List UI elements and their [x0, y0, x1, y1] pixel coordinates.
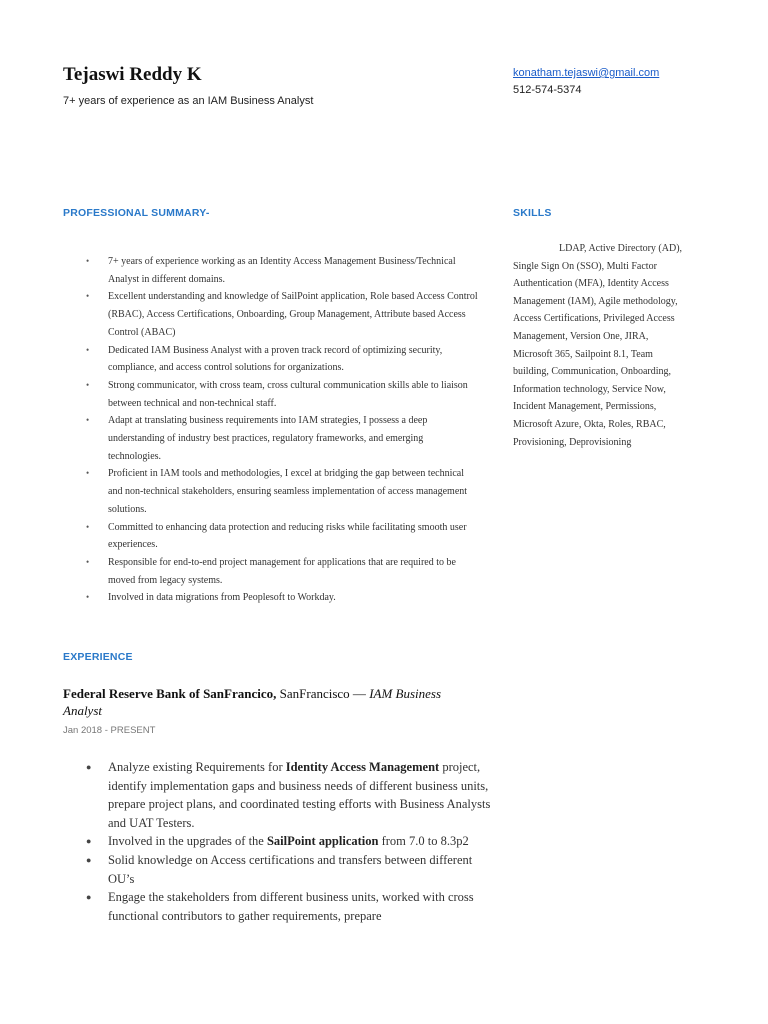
- bullet-text: Involved in the upgrades of the: [108, 834, 267, 849]
- skills-text: LDAP, Active Directory (AD), Single Sign On (SSO), Multi Factor Authentication (MFA), Identity Access Management (IAM), Agile methodology, Access Certifications, Privileged Access Management, Version One, JIRA, Microsoft 365, Sailpoint 8.1, Team building, Communication, Onboarding, Information technology, Service Now, Incident Management, Permissions, Microsoft Azure, Okta, Roles, RBAC, Provisioning, Deprovisioning: [513, 243, 683, 448]
- summary-item: • Adapt at translating business requirements into IAM strategies, I possess a deep understanding of industry best practices, regulatory frameworks, and emerging technologies.: [83, 412, 478, 465]
- job-dates: Jan 2018 - PRESENT: [63, 725, 156, 736]
- summary-heading: PROFESSIONAL SUMMARY-: [63, 207, 210, 219]
- bullet-text: Engage the stakeholders from different business units, worked with cross functional contributors to gather requirements, prepare: [108, 890, 474, 923]
- bullet-keyword: SailPoint application: [266, 834, 379, 849]
- summary-item: • Committed to enhancing data protection and reducing risks while facilitating smooth user experiences.: [83, 519, 478, 554]
- contact-block: [513, 65, 659, 99]
- summary-item: • Proficient in IAM tools and methodologies, I excel at bridging the gap between technical and non-technical stakeholders, ensuring seamless implementation of access management solutions.: [83, 465, 478, 518]
- summary-item: • Excellent understanding and knowledge of SailPoint application, Role based Access Control (RBAC), Access Certifications, Onboarding, Group Management, Attribute based Access Control (ABAC): [83, 288, 478, 341]
- job-bullet: [83, 888, 493, 925]
- job-role: IAM Business Analyst: [63, 686, 442, 718]
- email-link[interactable]: konatham.tejaswi@gmail.com: [513, 67, 660, 79]
- bullet-text: Solid knowledge on Access certifications and transfers between different OU’s: [108, 852, 473, 886]
- bullet-text: Analyze existing Requirements for: [108, 760, 286, 774]
- bullet-text: from 7.0 to 8.3p2: [378, 834, 469, 849]
- summary-item: • Involved in data migrations from Peoplesoft to Workday.: [83, 589, 478, 607]
- phone-number: 512-574-5374: [513, 84, 582, 96]
- summary-item: • Responsible for end-to-end project management for applications that are required to be moved from legacy systems.: [83, 554, 478, 589]
- bullet-text: project, identify implementation gaps and business needs of different business units, prepare project plans, and coordinated testing efforts with Business Analysts and UAT Testers.: [108, 760, 491, 830]
- summary-item: • Dedicated IAM Business Analyst with a proven track record of optimizing security, compliance, and access control solutions for organizations.: [83, 342, 478, 377]
- candidate-tagline: 7+ years of experience as an IAM Business Analyst: [63, 95, 314, 107]
- job-header: [63, 685, 483, 719]
- job-location: SanFrancisco —: [276, 686, 370, 701]
- job-bullet: [83, 832, 493, 851]
- summary-list: [83, 253, 478, 607]
- summary-item: • 7+ years of experience working as an Identity Access Management Business/Technical Analyst in different domains.: [83, 253, 478, 288]
- job-bullet: [83, 758, 493, 832]
- job-bullets: [83, 758, 493, 925]
- candidate-name: Tejaswi Reddy K: [63, 64, 202, 85]
- job-company: Federal Reserve Bank of SanFrancico,: [63, 686, 277, 701]
- summary-item: • Strong communicator, with cross team, cross cultural communication skills able to liaison between technical and non-technical staff.: [83, 377, 478, 412]
- job-bullet: [83, 851, 493, 888]
- bullet-keyword: Identity Access Management: [285, 760, 440, 774]
- skills-heading: SKILLS: [513, 207, 552, 219]
- experience-heading: EXPERIENCE: [63, 651, 133, 663]
